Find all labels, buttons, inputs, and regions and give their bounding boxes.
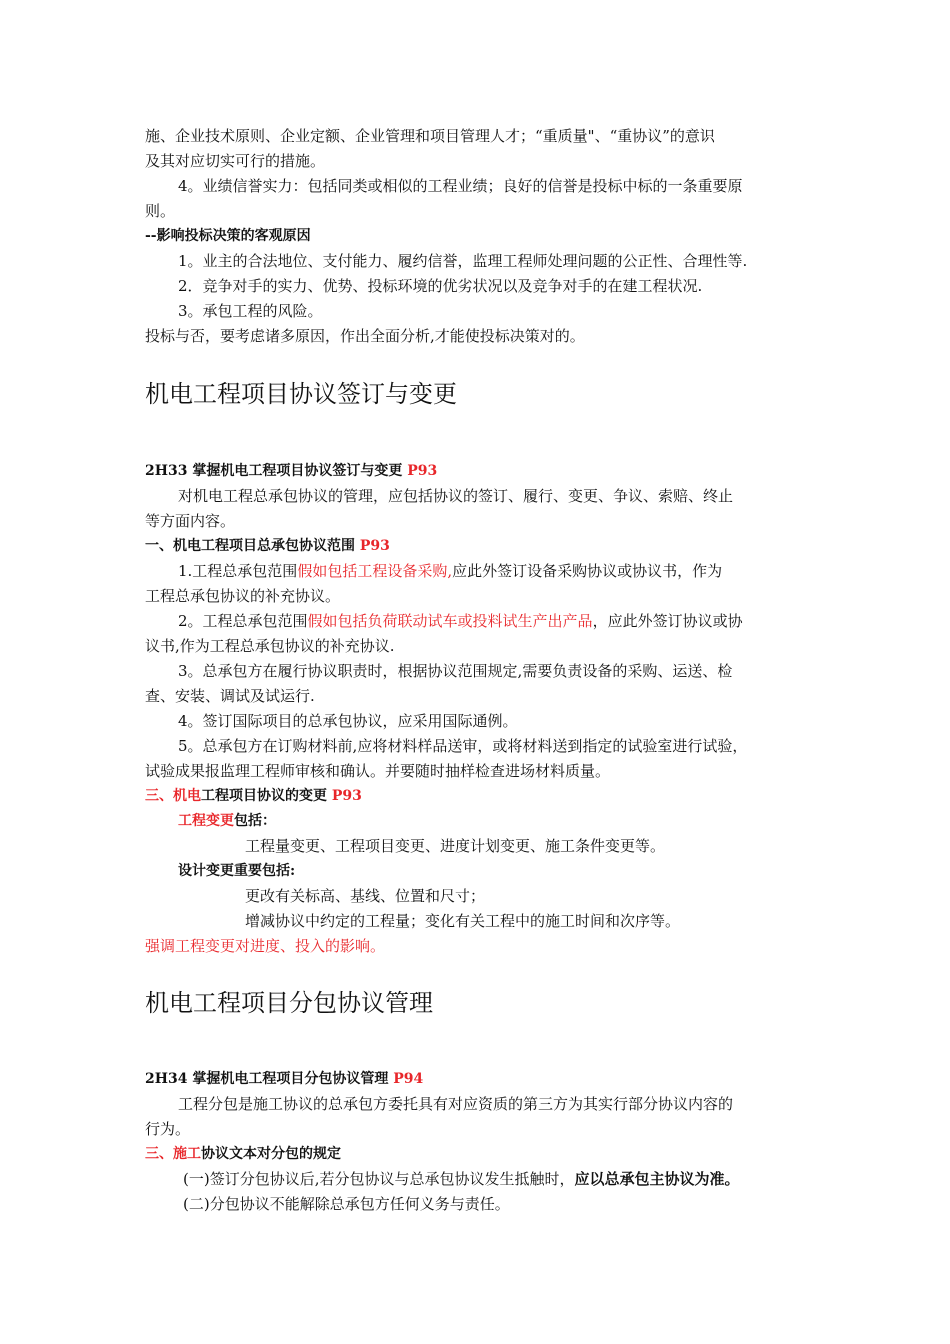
- text: 1.工程总承包范围: [178, 562, 298, 580]
- subheading: [145, 1143, 810, 1165]
- bold-text: 应以总承包主协议为准。: [574, 1170, 740, 1188]
- list-item: 2．竞争对手的实力、优势、投标环境的优劣状况以及竞争对手的在建工程状况.: [178, 277, 703, 295]
- list-item: 1。业主的合法地位、支付能力、履约信誉，监理工程师处理问题的公正性、合理性等.: [178, 252, 748, 270]
- list-item: 增减协议中约定的工程量；变化有关工程中的施工时间和次序等。: [245, 912, 681, 930]
- text: 应此外签订设备采购协议或协议书，作为: [452, 562, 723, 580]
- list-item: (二)分包协议不能解除总承包方任何义务与责任。: [183, 1195, 510, 1213]
- list-item: [178, 560, 810, 582]
- text: ，应此外签订协议或协: [592, 612, 743, 630]
- section-code-text: 2H34 掌握机电工程项目分包协议管理: [145, 1071, 389, 1087]
- paragraph-line: 投标与否，要考虑诸多原因，作出全面分析,才能使投标决策对的。: [145, 327, 585, 345]
- page-ref: P94: [393, 1071, 424, 1087]
- paragraph-line: 施、企业技术原则、企业定额、企业管理和项目管理人才；“重质量"、“重协议”的意识: [145, 127, 715, 145]
- list-item: 3。承包工程的风险。: [178, 302, 323, 320]
- subheading: 设计变更重要包括:: [178, 863, 296, 879]
- section-title: 机电工程项目分包协议管理: [145, 989, 433, 1017]
- subheading-highlight: 三、施工: [145, 1146, 201, 1162]
- page-ref: P93: [407, 463, 438, 479]
- subheading: --影响投标决策的客观原因: [145, 228, 311, 244]
- page-ref: P93: [331, 788, 362, 804]
- text: 2。工程总承包范围: [178, 612, 308, 630]
- paragraph-line: 议书,作为工程总承包协议的补充协议.: [145, 637, 395, 655]
- list-item: 4。签订国际项目的总承包协议，应采用国际通例。: [178, 712, 518, 730]
- list-item: [183, 1168, 810, 1190]
- subheading: [145, 785, 810, 807]
- page-ref: P93: [359, 538, 390, 554]
- list-item: [178, 610, 810, 632]
- subheading-text: 协议文本对分包的规定: [201, 1146, 341, 1162]
- highlight-text: 假如包括负荷联动试车或投料试生产出产品: [307, 612, 593, 630]
- paragraph-line: 4。业绩信誉实力：包括同类或相似的工程业绩；良好的信誉是投标中标的一条重要原: [178, 177, 743, 195]
- subheading-text: 工程项目协议的变更: [201, 788, 327, 804]
- paragraph-line: 及其对应切实可行的措施。: [145, 152, 326, 170]
- section-title: 机电工程项目协议签订与变更: [145, 380, 457, 408]
- paragraph-line: 工程分包是施工协议的总承包方委托具有对应资质的第三方为其实行部分协议内容的: [178, 1095, 734, 1113]
- paragraph-line: 行为。: [145, 1120, 191, 1138]
- subheading-highlight: 三、机电: [145, 788, 201, 804]
- list-item: 3。总承包方在履行协议职责时，根据协议范围规定,需要负责设备的采购、运送、检: [178, 662, 733, 680]
- paragraph-line: 等方面内容。: [145, 512, 236, 530]
- paragraph-line: 则。: [145, 202, 176, 220]
- highlight-text: 假如包括工程设备采购,: [297, 562, 453, 580]
- subheading: [178, 810, 810, 832]
- paragraph-line: 查、安装、调试及试运行.: [145, 687, 315, 705]
- paragraph-line: 工程总承包协议的补充协议。: [145, 587, 341, 605]
- subheading-highlight: 工程变更: [178, 813, 234, 829]
- text: (一)签订分包协议后,若分包协议与总承包协议发生抵触时，: [183, 1170, 575, 1188]
- list-item: 工程量变更、工程项目变更、进度计划变更、施工条件变更等。: [245, 837, 666, 855]
- subheading: [145, 535, 810, 557]
- subheading-text: 包括：: [234, 813, 276, 829]
- list-item: 更改有关标高、基线、位置和尺寸；: [245, 887, 486, 905]
- section-code-text: 2H33 掌握机电工程项目协议签订与变更: [145, 463, 403, 479]
- emphasis-note: 强调工程变更对进度、投入的影响。: [145, 937, 386, 955]
- list-item: 5。总承包方在订购材料前,应将材料样品送审，或将材料送到指定的试验室进行试验，: [178, 737, 748, 755]
- paragraph-line: 对机电工程总承包协议的管理，应包括协议的签订、履行、变更、争议、索赔、终止: [178, 487, 734, 505]
- section-code: [145, 460, 810, 482]
- section-code: [145, 1068, 810, 1090]
- subheading-text: 一、机电工程项目总承包协议范围: [145, 538, 355, 554]
- paragraph-line: 试验成果报监理工程师审核和确认。并要随时抽样检查进场材料质量。: [145, 762, 611, 780]
